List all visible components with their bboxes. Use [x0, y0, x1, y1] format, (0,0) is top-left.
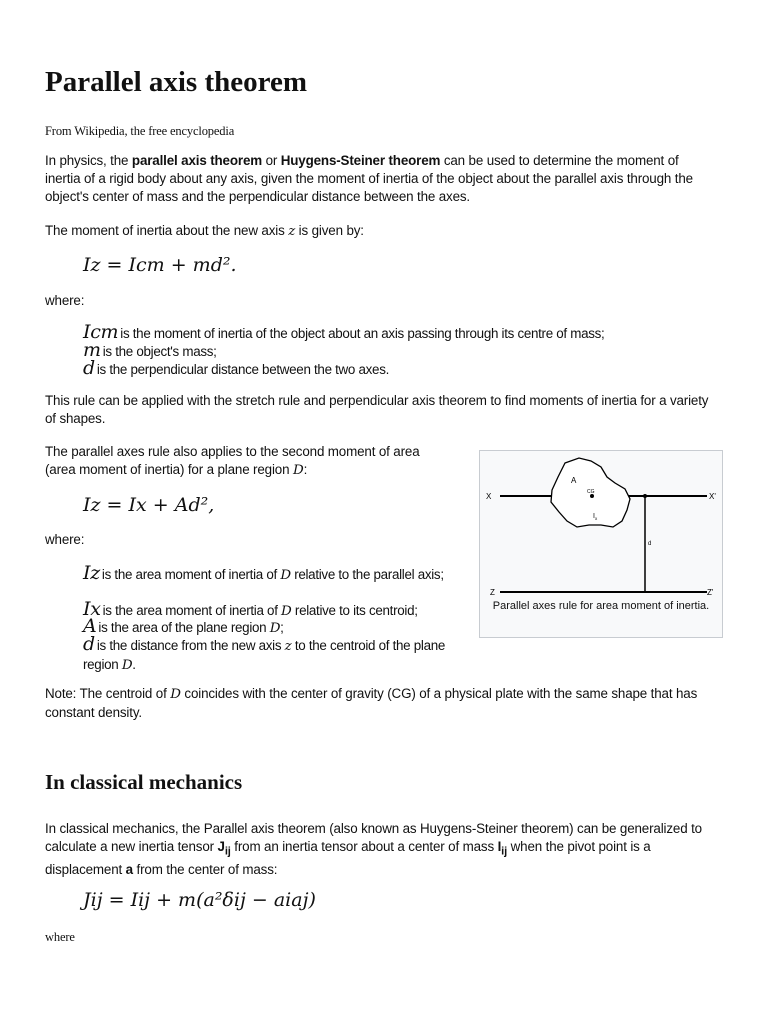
equation-2: [83, 494, 214, 516]
term-parallel-axis-theorem: parallel axis theorem: [131, 153, 262, 168]
symbol-icm: Icm: [83, 321, 119, 343]
area-intro-paragraph: The parallel axes rule also applies to the second moment of area (area moment of inertia) for a plane region D:: [45, 444, 420, 478]
definition-icm: Icm is the moment of inertia of the object about an axis passing through its centre of mass;: [83, 321, 605, 343]
intro-paragraph: In physics, the parallel axis theorem or Huygens-Steiner theorem can be used to determine the moment of inertia of a rigid body about any axis, given the moment of inertia of the object about the parallel axis through the object's center of mass and the perpendicular distance between the axes.: [45, 153, 693, 204]
label-ix: $I_x$: [593, 513, 598, 521]
symbol-a: A: [83, 615, 97, 637]
classical-mechanics-paragraph: In classical mechanics, the Parallel axis theorem (also known as Huygens-Steiner theorem) can be generalized to calculate a new inertia tensor $J_{ij}$ from an inertia tensor about a center of mass $I_{ij}$ when the pivot point is a displacement a from the center of mass:: [45, 821, 702, 877]
symbol-iz: Iz: [83, 562, 100, 584]
definition-d: d is the perpendicular distance between the two axes.: [83, 357, 390, 379]
symbol-d: d: [83, 357, 95, 379]
label-z-prime: Z': [707, 588, 714, 597]
label-z: Z: [490, 588, 495, 597]
label-cg: CG: [587, 489, 595, 495]
definition-distance: d is the distance from the new axis z to the centroid of the plane region D.: [83, 633, 446, 673]
parallel-axes-diagram: [485, 455, 717, 597]
figure-caption: Parallel axes rule for area moment of inertia.: [492, 600, 710, 612]
axis-intersection-dot: [643, 494, 647, 498]
equation-2-text: Iz = Ix + Ad²,: [83, 494, 215, 516]
definition-m: m is the object's mass;: [83, 339, 217, 361]
equation-3-text: Jij = Iij + m(a²δij − aiaj): [83, 889, 316, 911]
figure-parallel-axes: [479, 450, 723, 638]
tagline: From Wikipedia, the free encyclopedia: [45, 124, 235, 138]
where-label-3: where: [45, 930, 75, 944]
label-area: A: [571, 476, 577, 485]
page-title: Parallel axis theorem: [45, 66, 308, 98]
moment-line: The moment of inertia about the new axis z is given by:: [45, 223, 364, 239]
symbol-d2: d: [83, 633, 95, 655]
where-label-1: where:: [45, 293, 85, 308]
stretch-paragraph: This rule can be applied with the stretch rule and perpendicular axis theorem to find moments of inertia for a variety of shapes.: [45, 393, 709, 426]
equation-1: [83, 254, 237, 276]
section-heading-classical-mechanics: In classical mechanics: [45, 770, 243, 794]
note-paragraph: Note: The centroid of D coincides with the center of gravity (CG) of a physical plate with the same shape that has constant density.: [45, 686, 698, 720]
equation-3: [83, 889, 316, 911]
where-label-2: where:: [45, 532, 85, 547]
equation-1-text: Iz = Icm + md².: [83, 254, 237, 276]
label-d: d: [648, 541, 652, 547]
symbol-m: m: [83, 339, 101, 361]
symbol-ix: Ix: [83, 598, 101, 620]
label-x-prime: X': [709, 492, 716, 501]
label-x: X: [486, 492, 492, 501]
definition-ix: Ix is the area moment of inertia of D relative to its centroid;: [83, 598, 418, 620]
definition-iz: Iz is the area moment of inertia of D relative to the parallel axis;: [83, 562, 444, 584]
definition-a: A is the area of the plane region D;: [83, 615, 284, 637]
term-huygens-steiner: Huygens-Steiner theorem: [280, 153, 441, 168]
